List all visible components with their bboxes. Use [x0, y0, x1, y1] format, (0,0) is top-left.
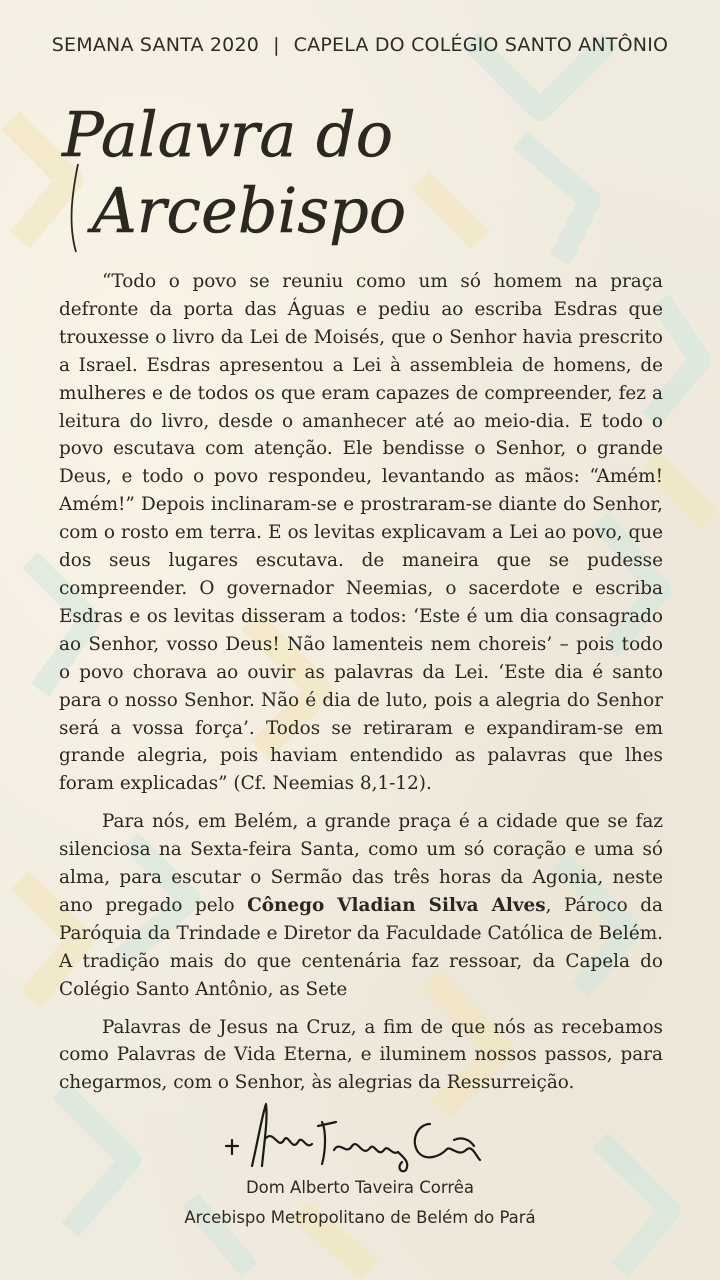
page-title: [58, 84, 407, 260]
article-body: [59, 268, 663, 1107]
title-line-2: Arcebispo: [92, 174, 407, 247]
title-line-1: Palavra do: [62, 98, 394, 171]
title-flourish: [72, 164, 78, 252]
header-event: SEMANA SANTA 2020: [51, 34, 260, 56]
paragraph-belem-start: Para nós, em Belém, a grande praça é a cidade que se faz silenciosa na Sexta-feira Santa, como um só coração e uma só alma, para escutar o Sermão das três horas da Agonia, neste ano pregado pelo: [59, 811, 663, 916]
header-chapel: CAPELA DO COLÉGIO SANTO ANTÔNIO: [293, 34, 669, 56]
handwritten-signature: [222, 1100, 484, 1182]
paragraph-belem: [59, 808, 663, 1003]
paragraph-closing: Palavras de Jesus na Cruz, a fim de que nós as recebamos como Palavras de Vida Eterna, e iluminem nossos passos, para chegarmos, com o Senhor, às alegrias da Ressurreição.: [59, 1016, 663, 1094]
signatory-role: Arcebispo Metropolitano de Belém do Pará: [184, 1208, 536, 1227]
preacher-name: Cônego Vladian Silva Alves: [247, 894, 546, 916]
header-separator: |: [273, 34, 280, 56]
paragraph-quote: “Todo o povo se reuniu como um só homem na praça defronte da porta das Águas e pediu ao escriba Esdras que trouxesse o livro da Lei de Moisés, que o Senhor havia prescrito a Israel. Esdras apresentou a Lei à assembleia de homens, de mulheres e de todos os que eram capazes de compreender, fez a leitura do livro, desde o amanhecer até ao meio-dia. E todo o povo escutava com atenção. Ele bendisse o Senhor, o grande Deus, e todo o povo respondeu, levantando as mãos: “Amém! Amém!” Depois inclinaram-se e prostraram-se diante do Senhor, com o rosto em terra. E os levitas explicavam a Lei ao povo, que dos seus lugares escutava. de maneira que se pudesse compreender. O governador Neemias, o sacerdote e escriba Esdras e os levitas disseram a todos: ‘Este é um dia consagrado ao Senhor, vosso Deus! Não lamenteis nem choreis’ – pois todo o povo chorava ao ouvir as palavras da Lei. ‘Este dia é santo para o nosso Senhor. Não é dia de luto, pois a alegria do Senhor será a vossa força’. Todos se retiraram e expandiram-se em grande alegria, pois haviam entendido as palavras que lhes foram explicadas” (Cf. Neemias 8,1-12).: [59, 271, 663, 795]
signatory-name: Dom Alberto Taveira Corrêa: [245, 1178, 475, 1197]
paragraph-belem-end: , Pároco da Paróquia da Trindade e Diretor da Faculdade Católica de Belém. A tradição mais do que centenária faz ressoar, da Capela do Colégio Santo Antônio, as Sete: [59, 894, 664, 1000]
header: [0, 34, 720, 56]
